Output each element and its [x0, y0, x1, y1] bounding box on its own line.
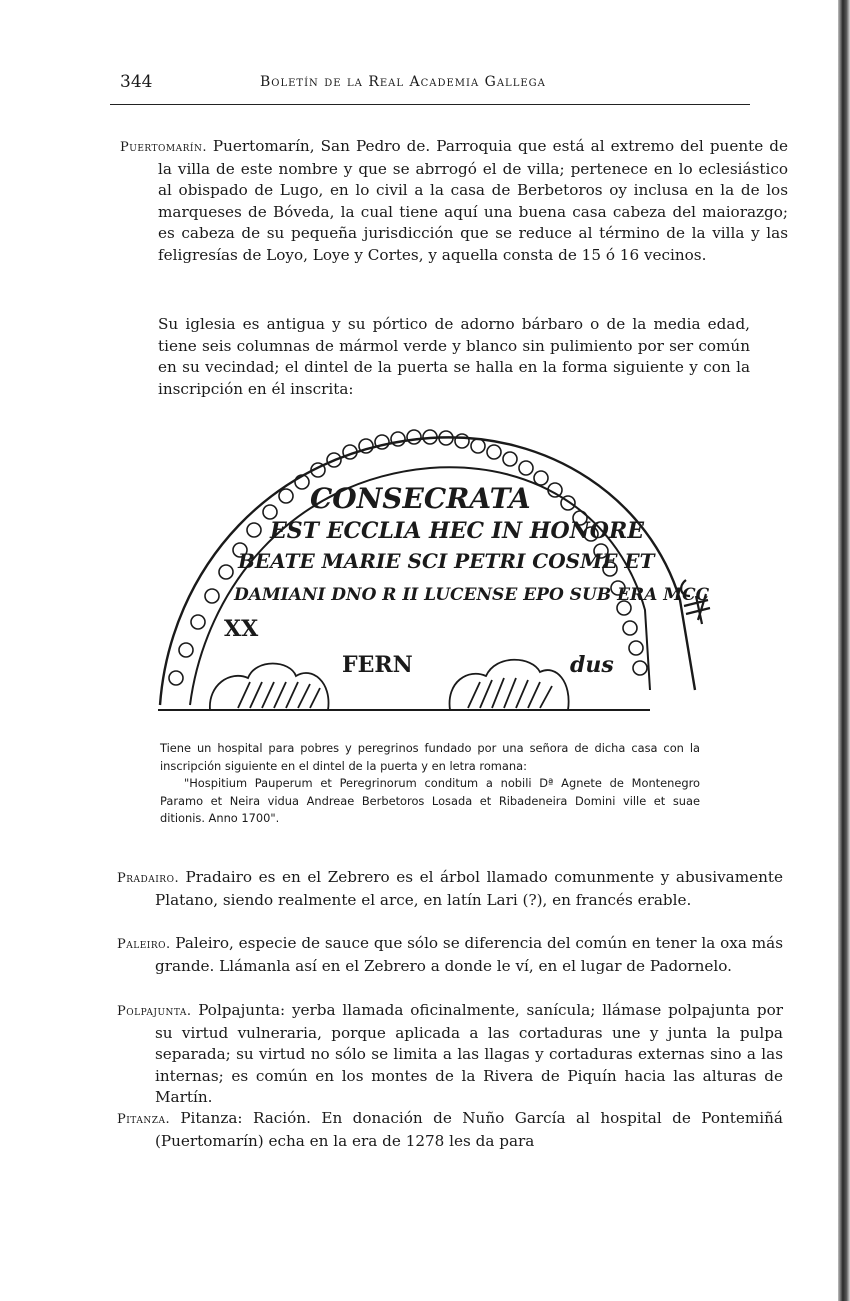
running-title: Boletín de la Real Academia Gallega — [260, 74, 546, 90]
inscription-line-4: DAMIANI DNO R II LUCENSE EPO SUB ERA MCC — [234, 585, 710, 605]
headword-puertomarin: Puertomarín. — [120, 140, 213, 155]
headword-pitanza: Pitanza. — [117, 1112, 181, 1127]
bush-left — [210, 664, 329, 711]
inscription-name-right: dus — [570, 652, 614, 678]
inscription-line-5: XX — [224, 616, 259, 642]
inscription-name-left: FERN — [342, 652, 413, 678]
headword-paleiro: Paleiro. — [117, 937, 176, 952]
entry-pitanza — [117, 1108, 783, 1152]
entry-text-polpajunta: Polpajunta: yerba llamada oficinalmente, sanícula; llámase polpajunta por su virtud vulneraria, porque aplicada a las cortaduras une y junta la pulpa separada; su virtud no sólo se limita a las llagas y cortaduras externas sino a las internas; es común en los montes de la Rivera de Piquín hacia las alturas de Martín. — [155, 1001, 783, 1106]
entry-paleiro — [117, 933, 783, 977]
note-intro: Tiene un hospital para pobres y peregrinos fundado por una señora de dicha casa con la inscripción siguiente en el dintel de la puerta y en letra romana: — [160, 741, 700, 773]
entry-text-pradairo: Pradairo es en el Zebrero es el árbol llamado comunmente y abusivamente Platano, siendo realmente el arce, en latín Lari (?), en francés erable. — [155, 868, 783, 909]
page-number: 344 — [120, 72, 153, 92]
headword-polpajunta: Polpajunta. — [117, 1004, 199, 1019]
header-rule — [110, 104, 750, 105]
inscription-line-2: EST ECCLIA HEC IN HONORE — [270, 518, 645, 544]
entry-puertomarin — [120, 136, 788, 266]
entry-text-puertomarin: Puertomarín, San Pedro de. Parroquia que está al extremo del puente de la villa de este nombre y que se abrrogó el de villa; pertenece en lo eclesiástico al obispado de Lugo, en lo civil a la casa de Berbetoros oy inclusa en la de los marqueses de Bóveda, la cual tiene aquí una buena casa cabeza del maiorazgo; es cabeza de su pequeña jurisdicción que se reduce al término de la villa y las feligresías de Loyo, Loye y Cortes, y aquella consta de 15 ó 16 vecinos. — [158, 137, 788, 264]
headword-pradairo: Pradairo. — [117, 871, 186, 886]
inscription-line-1: CONSECRATA — [310, 482, 531, 515]
entry-pradairo — [117, 867, 783, 911]
note-inscription: "Hospitium Pauperum et Peregrinorum conditum a nobili Dª Agnete de Montenegro Paramo et Neira vidua Andreae Berbetoros Losada et Ribadeneira Domini ville et suae ditionis. Anno 1700". — [160, 776, 700, 825]
lintel-inscription-drawing — [150, 420, 750, 720]
inscription-line-3: BEATE MARIE SCI PETRI COSME ET — [238, 549, 655, 573]
entry-text-pitanza: Pitanza: Ración. En donación de Nuño García al hospital de Pontemiñá (Puertomarín) echa en la era de 1278 les da para — [155, 1109, 783, 1150]
entry-text-paleiro: Paleiro, especie de sauce que sólo se diferencia del común en tener la oxa más grande. Llámanla así en el Zebrero a donde le ví, en el lugar de Padornelo. — [155, 934, 783, 975]
hospital-note — [160, 740, 700, 828]
page-edge-shadow — [838, 0, 850, 1301]
page-header — [120, 72, 750, 102]
entry-polpajunta — [117, 1000, 783, 1109]
bush-right — [450, 660, 569, 710]
paragraph-iglesia: Su iglesia es antigua y su pórtico de adorno bárbaro o de la media edad, tiene seis columnas de mármol verde y blanco sin pulimiento por ser común en su vecindad; el dintel de la puerta se halla en la forma siguiente y con la inscripción en él inscrita: — [158, 315, 750, 398]
